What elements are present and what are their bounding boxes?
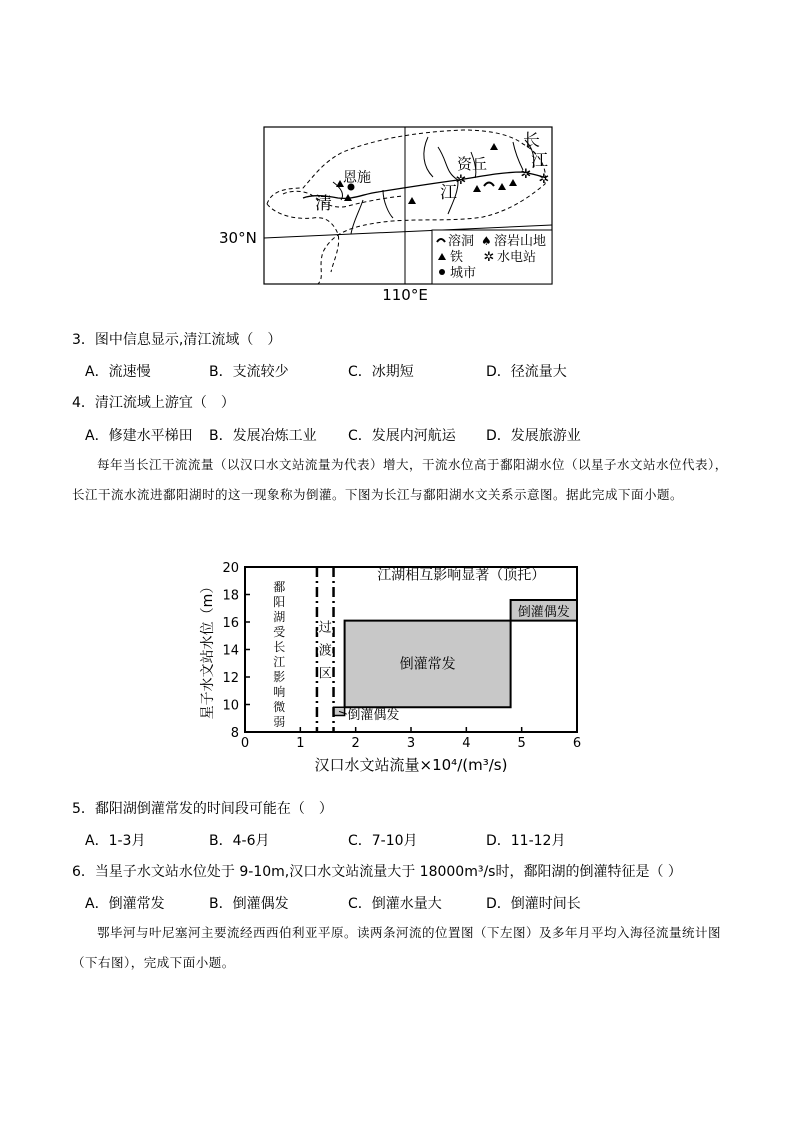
legend-city-icon	[439, 269, 445, 275]
left-region-char: 响	[273, 685, 286, 699]
x-tick-label: 0	[240, 736, 250, 751]
legend-karst-icon: ♠	[481, 234, 492, 248]
legend-hydro-icon: ✲	[483, 250, 495, 265]
question-5-option-d[interactable]: D．11-12月	[486, 833, 566, 849]
question-4-option-a[interactable]: A．修建水平梯田	[85, 428, 193, 444]
left-region-char: 微	[273, 700, 286, 714]
hydrology-chart	[196, 556, 600, 782]
x-tick-label: 6	[572, 736, 582, 751]
region-label-occasional-lower: 倒灌偶发	[347, 708, 400, 724]
latitude-label: 30°N	[219, 229, 257, 247]
intro-paragraph-1	[72, 450, 732, 510]
question-6-option-d[interactable]: D．倒灌时间长	[486, 896, 581, 912]
label-enshi: 恩施	[343, 170, 371, 186]
hydro-station-icon: ✲	[538, 172, 550, 187]
left-region-char: 阳	[273, 595, 286, 609]
label-jiang: 江	[440, 183, 457, 203]
y-tick-label: 16	[222, 616, 239, 631]
region-label-jianghu: 江湖相互影响显著（顶托）	[377, 567, 546, 584]
question-5-option-a[interactable]: A．1-3月	[85, 833, 146, 849]
question-4-stem: 4．清江流域上游宜（ ）	[72, 395, 235, 411]
hydro-station-icon: ✲	[455, 173, 467, 188]
label-zique: 资丘	[457, 155, 488, 173]
y-tick-label: 8	[230, 726, 239, 741]
y-tick-label: 20	[222, 561, 239, 576]
left-region-char: 湖	[273, 610, 286, 624]
left-region-char: 鄱	[273, 580, 286, 594]
question-5-option-b[interactable]: B．4-6月	[209, 833, 270, 849]
question-4-option-c[interactable]: C．发展内河航运	[348, 428, 456, 444]
region-occasional-backflow-lower	[334, 707, 345, 715]
y-tick-label: 12	[222, 671, 239, 686]
transition-char: 渡	[318, 643, 332, 659]
question-3-option-c[interactable]: C．冰期短	[348, 364, 414, 380]
transition-char: 区	[318, 666, 332, 682]
question-6-stem: 6．当星子水文站水位处于 9-10m,汉口水文站流量大于 18000m³/s时，鄱阳湖的倒灌特征是（ ）	[72, 864, 682, 880]
intro-paragraph-2	[72, 918, 732, 978]
hydro-station-icon: ✲	[520, 167, 532, 182]
left-region-char: 长	[273, 640, 286, 654]
intro-paragraph-1-text: 每年当长江干流流量（以汉口水文站流量为代表）增大，干流水位高于鄱阳湖水位（以星子水文站水位代表），长江干流水流进鄱阳湖时的这一现象称为倒灌。下图为长江与鄱阳湖水文关系示意图。据此完成下面小题。	[72, 457, 728, 502]
question-3-option-a[interactable]: A．流速慢	[85, 364, 151, 380]
legend-iron: 铁	[450, 250, 464, 265]
y-tick-label: 10	[222, 698, 239, 714]
label-chang: 长	[523, 131, 540, 151]
question-6-option-c[interactable]: C．倒灌水量大	[348, 896, 442, 912]
intro-paragraph-2-text: 鄂毕河与叶尼塞河主要流经西西伯利亚平原。读两条河流的位置图（下左图）及多年月平均入海径流量统计图（下右图），完成下面小题。	[72, 925, 722, 970]
question-6-option-b[interactable]: B．倒灌偶发	[209, 896, 289, 912]
question-3-option-d[interactable]: D．径流量大	[486, 364, 567, 380]
legend-hydro: 水电站	[497, 250, 537, 265]
question-5-option-c[interactable]: C．7-10月	[348, 833, 418, 849]
region-label-occasional-upper: 倒灌偶发	[517, 605, 570, 620]
transition-char: 过	[318, 620, 332, 636]
legend-karst: 溶岩山地	[494, 234, 547, 249]
left-region-char: 弱	[273, 715, 286, 729]
legend-cave: 溶洞	[448, 234, 475, 249]
left-region-char: 影	[273, 670, 286, 684]
qingjiang-map	[213, 122, 558, 302]
question-3-option-b[interactable]: B．支流较少	[209, 364, 289, 380]
question-5-stem: 5．鄱阳湖倒灌常发的时间段可能在（ ）	[72, 801, 333, 817]
left-region-char: 受	[273, 625, 286, 639]
x-tick-label: 4	[462, 736, 471, 751]
x-tick-label: 5	[517, 736, 526, 751]
question-4-option-d[interactable]: D．发展旅游业	[486, 428, 581, 444]
longitude-label: 110°E	[382, 286, 428, 302]
label-jiang2: 江	[531, 151, 548, 171]
question-6-option-a[interactable]: A．倒灌常发	[85, 896, 165, 912]
legend-city: 城市	[450, 266, 477, 281]
region-label-frequent: 倒灌常发	[399, 656, 456, 673]
left-region-char: 江	[273, 655, 286, 669]
x-tick-label: 2	[351, 736, 360, 751]
question-4-option-b[interactable]: B．发展冶炼工业	[209, 428, 317, 444]
label-qing: 清	[315, 194, 332, 214]
y-tick-label: 14	[222, 643, 239, 659]
x-axis-label: 汉口水文站流量×10⁴/(m³/s)	[314, 756, 508, 774]
x-tick-label: 3	[406, 736, 416, 751]
x-tick-label: 1	[296, 736, 305, 751]
y-axis-label: 星子水文站水位（m）	[200, 579, 216, 720]
question-3-stem: 3．图中信息显示,清江流域（ ）	[72, 332, 282, 348]
y-tick-label: 18	[222, 588, 239, 604]
